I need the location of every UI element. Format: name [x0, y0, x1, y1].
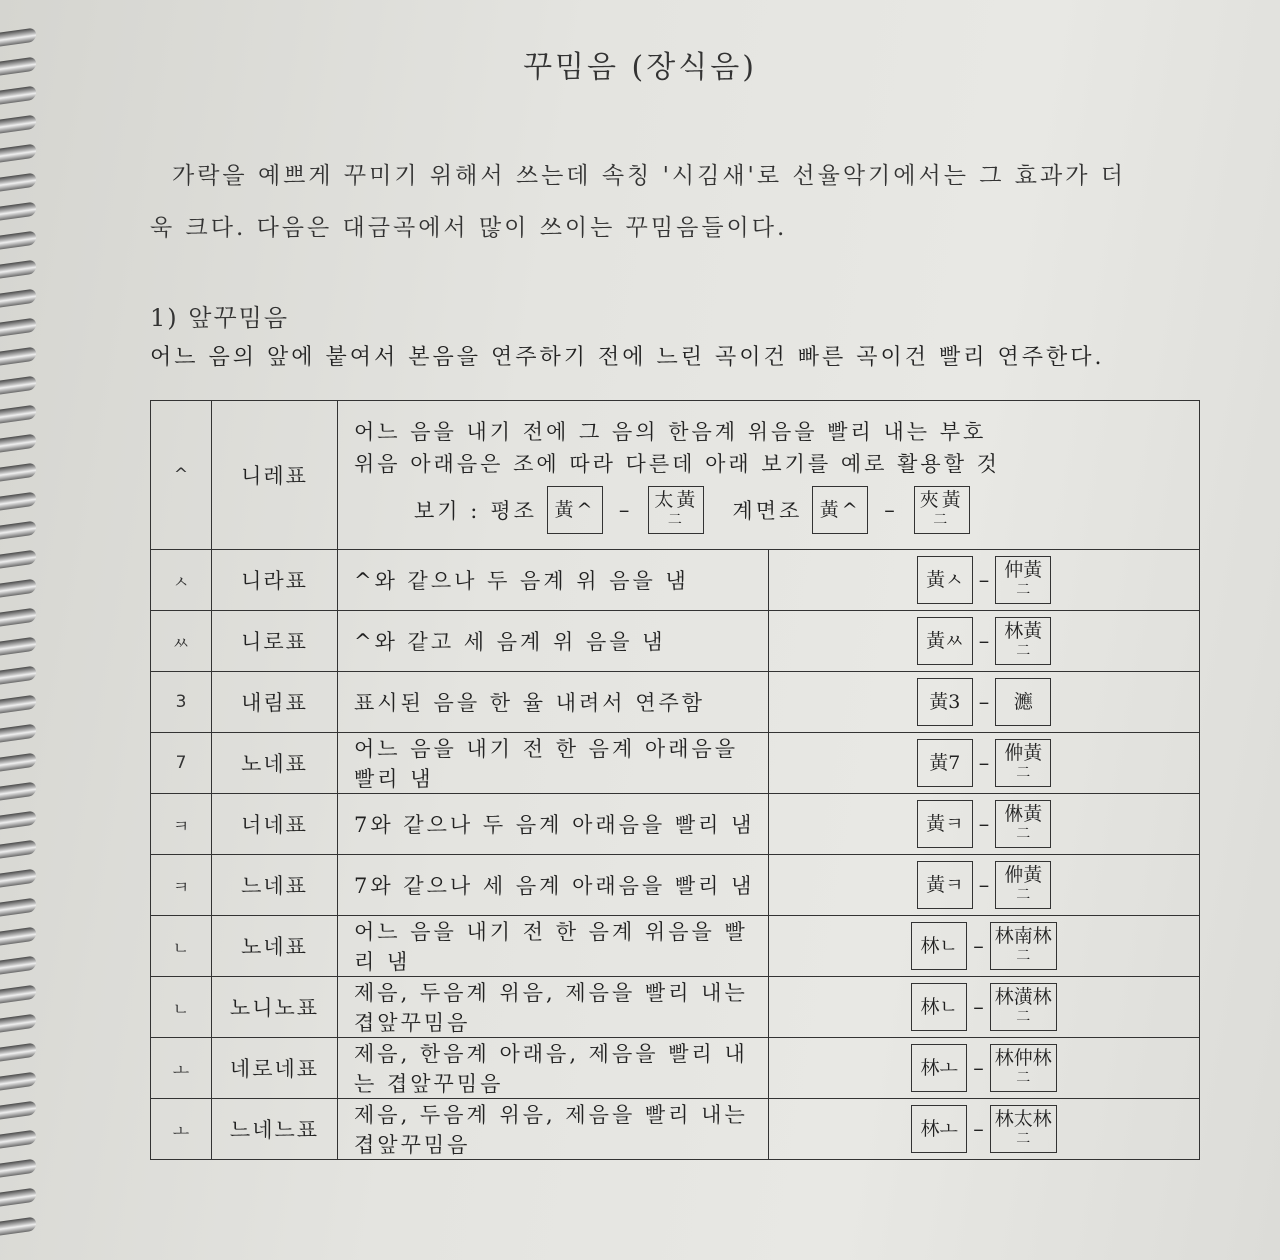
page-title: 꾸밈음 (장식음) — [523, 50, 757, 85]
example-cell — [769, 794, 1200, 855]
description-cell: 7와 같으나 두 음계 아래음을 빨리 냄 — [338, 794, 769, 855]
name-cell: 느네느표 — [212, 1099, 338, 1160]
note-box — [990, 922, 1057, 970]
spiral-coil — [0, 114, 36, 133]
note-box — [917, 739, 973, 787]
note-text: 夾黃 — [919, 489, 964, 511]
example-row — [354, 486, 1199, 534]
note-box — [995, 617, 1051, 665]
dash: – — [973, 934, 984, 958]
note-box — [917, 678, 973, 726]
note-text: 林ㅗ — [920, 1057, 958, 1079]
note-octave: 二 — [1016, 643, 1031, 659]
spiral-coil — [0, 665, 36, 684]
spiral-coil — [0, 955, 36, 974]
symbol-cell: ㅅ — [151, 550, 212, 611]
note-octave: 二 — [667, 512, 685, 528]
symbol-cell: 3 — [151, 672, 212, 733]
example-cell — [769, 672, 1200, 733]
dash: – — [978, 751, 990, 775]
description-cell: 어느 음을 내기 전 한 음계 위음을 빨리 냄 — [338, 916, 769, 977]
symbol-cell: ㄴ — [151, 916, 212, 977]
example-label: 보기 : — [414, 499, 481, 523]
example-cell — [769, 611, 1200, 672]
spiral-coil — [0, 781, 36, 800]
spiral-coil — [0, 375, 36, 394]
note-text: 林太林 — [994, 1108, 1052, 1130]
note-text: 仲黃 — [1004, 559, 1043, 581]
name-cell: 니라표 — [212, 550, 338, 611]
example-notation — [769, 678, 1199, 726]
description-line-2: 위음 아래음은 조에 따라 다른데 아래 보기를 예로 활용할 것 — [354, 452, 1000, 476]
symbol-cell: ㅋ — [151, 855, 212, 916]
description-line-1: 어느 음을 내기 전에 그 음의 한음계 위음을 빨리 내는 부호 — [354, 420, 987, 444]
note-text: 林仲林 — [994, 1047, 1052, 1069]
table-row — [151, 794, 1200, 855]
symbol-cell: ㄴ — [151, 977, 212, 1038]
name-cell: 니레표 — [212, 401, 338, 550]
name-cell: 느네표 — [212, 855, 338, 916]
spiral-coil — [0, 346, 36, 365]
symbol-cell: ㅗ — [151, 1099, 212, 1160]
note-text: 㶐 — [1013, 691, 1033, 713]
note-text: 黃7 — [929, 752, 961, 774]
description-cell: 표시된 음을 한 율 내려서 연주함 — [338, 672, 769, 733]
spiral-coil — [0, 1187, 36, 1206]
name-cell: 네로네표 — [212, 1038, 338, 1099]
example-notation — [769, 861, 1199, 909]
intro-paragraph — [150, 150, 1170, 254]
spiral-coil — [0, 1129, 36, 1148]
note-octave: 二 — [1016, 1131, 1031, 1147]
spiral-coil — [0, 1158, 36, 1177]
note-box — [990, 983, 1057, 1031]
intro-line-2: 욱 크다. 다음은 대금곡에서 많이 쓰이는 꾸밈음들이다. — [150, 215, 788, 241]
spiral-binding — [0, 30, 40, 1260]
example-notation — [769, 800, 1199, 848]
dash: – — [978, 690, 990, 714]
spiral-coil — [0, 201, 36, 220]
note-box — [911, 1105, 967, 1153]
note-box — [911, 1044, 967, 1092]
note-box — [547, 486, 603, 534]
dash: – — [884, 498, 898, 522]
note-text: 黃ㅅ — [926, 569, 964, 591]
note-octave: 二 — [1016, 582, 1031, 598]
spiral-coil — [0, 607, 36, 626]
note-box — [917, 800, 973, 848]
note-box — [990, 1105, 1057, 1153]
note-text: 林ㄴ — [920, 935, 958, 957]
symbol-cell: ^ — [151, 401, 212, 550]
table-row — [151, 550, 1200, 611]
note-octave: 二 — [1016, 887, 1031, 903]
spiral-coil — [0, 1042, 36, 1061]
mode-label-2: 계면조 — [732, 499, 803, 523]
table-row — [151, 916, 1200, 977]
table-row — [151, 733, 1200, 794]
note-text: 黃3 — [929, 691, 961, 713]
note-box — [995, 739, 1051, 787]
note-box — [911, 922, 967, 970]
table-row — [151, 855, 1200, 916]
note-box — [917, 861, 973, 909]
description-cell: ^와 같고 세 음계 위 음을 냄 — [338, 611, 769, 672]
ornament-table — [150, 400, 1200, 1160]
name-cell: 내림표 — [212, 672, 338, 733]
note-text: 黃ㅋ — [926, 874, 964, 896]
description-cell: 제음, 두음계 위음, 제음을 빨리 내는 겹앞꾸밈음 — [338, 1099, 769, 1160]
spiral-coil — [0, 85, 36, 104]
note-octave: 二 — [1016, 826, 1031, 842]
note-text: 黃ㅋ — [926, 813, 964, 835]
spiral-coil — [0, 723, 36, 742]
spiral-coil — [0, 1100, 36, 1119]
note-box — [648, 486, 704, 534]
spiral-coil — [0, 578, 36, 597]
dash: – — [973, 1056, 984, 1080]
description-cell: 7와 같으나 세 음계 아래음을 빨리 냄 — [338, 855, 769, 916]
example-cell — [769, 855, 1200, 916]
example-notation — [769, 1044, 1199, 1092]
table-row — [151, 1099, 1200, 1160]
spiral-coil — [0, 926, 36, 945]
spiral-coil — [0, 317, 36, 336]
dash: – — [978, 812, 990, 836]
dash: – — [973, 1117, 984, 1141]
symbol-cell: ㅗ — [151, 1038, 212, 1099]
spiral-coil — [0, 549, 36, 568]
note-box — [914, 486, 970, 534]
example-cell — [769, 733, 1200, 794]
note-box — [911, 983, 967, 1031]
intro-line-1: 가락을 예쁘게 꾸미기 위해서 쓰는데 속칭 '시김새'로 선율악기에서는 그 효과가 더 — [172, 163, 1126, 189]
note-octave: 二 — [1016, 1009, 1031, 1025]
description-cell: ^와 같으나 두 음계 위 음을 냄 — [338, 550, 769, 611]
dash: – — [618, 498, 633, 522]
example-notation — [769, 983, 1199, 1031]
note-text: 林南林 — [994, 925, 1052, 947]
note-text: 太黃 — [654, 489, 699, 511]
note-box — [995, 800, 1051, 848]
note-box — [995, 861, 1051, 909]
example-cell — [769, 550, 1200, 611]
note-box — [917, 617, 973, 665]
note-octave: 二 — [933, 512, 951, 528]
example-notation — [769, 739, 1199, 787]
note-octave: 二 — [1016, 948, 1031, 964]
note-text: 林ㅗ — [920, 1118, 958, 1140]
spiral-coil — [0, 1071, 36, 1090]
example-notation — [769, 617, 1199, 665]
note-box — [917, 556, 973, 604]
description-cell: 제음, 한음계 아래음, 제음을 빨리 내는 겹앞꾸밈음 — [338, 1038, 769, 1099]
note-octave: 二 — [1016, 1070, 1031, 1086]
description-cell: 어느 음을 내기 전 한 음계 아래음을 빨리 냄 — [338, 733, 769, 794]
note-text: 林ㄴ — [920, 996, 958, 1018]
description-cell: 제음, 두음계 위음, 제음을 빨리 내는 겹앞꾸밈음 — [338, 977, 769, 1038]
name-cell: 니로표 — [212, 611, 338, 672]
section-heading: 1) 앞꾸밈음 — [150, 304, 289, 332]
spiral-coil — [0, 752, 36, 771]
note-text: 㑖黃 — [1004, 742, 1043, 764]
spiral-coil — [0, 143, 36, 162]
name-cell: 너네표 — [212, 794, 338, 855]
spiral-coil — [0, 259, 36, 278]
note-box — [995, 678, 1051, 726]
spiral-coil — [0, 1216, 36, 1235]
dash: – — [978, 629, 990, 653]
note-octave: 二 — [1016, 765, 1031, 781]
example-cell — [769, 916, 1200, 977]
table-row — [151, 672, 1200, 733]
table-row — [151, 1038, 1200, 1099]
spiral-coil — [0, 172, 36, 191]
dash: – — [978, 568, 990, 592]
section-description: 어느 음의 앞에 붙여서 본음을 연주하기 전에 느린 곡이건 빠른 곡이건 빨리 연주한다. — [150, 345, 1105, 370]
note-box — [990, 1044, 1057, 1092]
spiral-coil — [0, 839, 36, 858]
spiral-coil — [0, 810, 36, 829]
spiral-coil — [0, 288, 36, 307]
spiral-coil — [0, 694, 36, 713]
spiral-coil — [0, 984, 36, 1003]
example-cell — [769, 977, 1200, 1038]
spiral-coil — [0, 868, 36, 887]
table-row — [151, 401, 1200, 550]
example-notation — [769, 556, 1199, 604]
note-text: 㑣黃 — [1004, 803, 1043, 825]
example-notation — [769, 922, 1199, 970]
note-box — [995, 556, 1051, 604]
symbol-cell: ㅋ — [151, 794, 212, 855]
note-text: 林潢林 — [994, 986, 1052, 1008]
spiral-coil — [0, 1013, 36, 1032]
spiral-coil — [0, 897, 36, 916]
name-cell: 노니노표 — [212, 977, 338, 1038]
dash: – — [978, 873, 990, 897]
note-text: 㑖黃 — [1004, 864, 1043, 886]
mode-label-1: 평조 — [490, 499, 537, 523]
spiral-coil — [0, 462, 36, 481]
example-notation — [769, 1105, 1199, 1153]
spiral-coil — [0, 491, 36, 510]
note-text: 林黃 — [1004, 620, 1043, 642]
table-row — [151, 977, 1200, 1038]
spiral-coil — [0, 404, 36, 423]
note-text: 黃^ — [819, 499, 861, 521]
spiral-coil — [0, 636, 36, 655]
name-cell: 노네표 — [212, 916, 338, 977]
spiral-coil — [0, 433, 36, 452]
example-cell — [769, 1038, 1200, 1099]
example-cell — [769, 1099, 1200, 1160]
name-cell: 노네표 — [212, 733, 338, 794]
note-text: 黃^ — [554, 499, 596, 521]
symbol-cell: 7 — [151, 733, 212, 794]
note-box — [812, 486, 868, 534]
dash: – — [973, 995, 984, 1019]
spiral-coil — [0, 520, 36, 539]
spiral-coil — [0, 230, 36, 249]
symbol-cell: ㅆ — [151, 611, 212, 672]
description-cell — [338, 401, 1200, 550]
table-row — [151, 611, 1200, 672]
note-text: 黃ㅆ — [926, 630, 964, 652]
